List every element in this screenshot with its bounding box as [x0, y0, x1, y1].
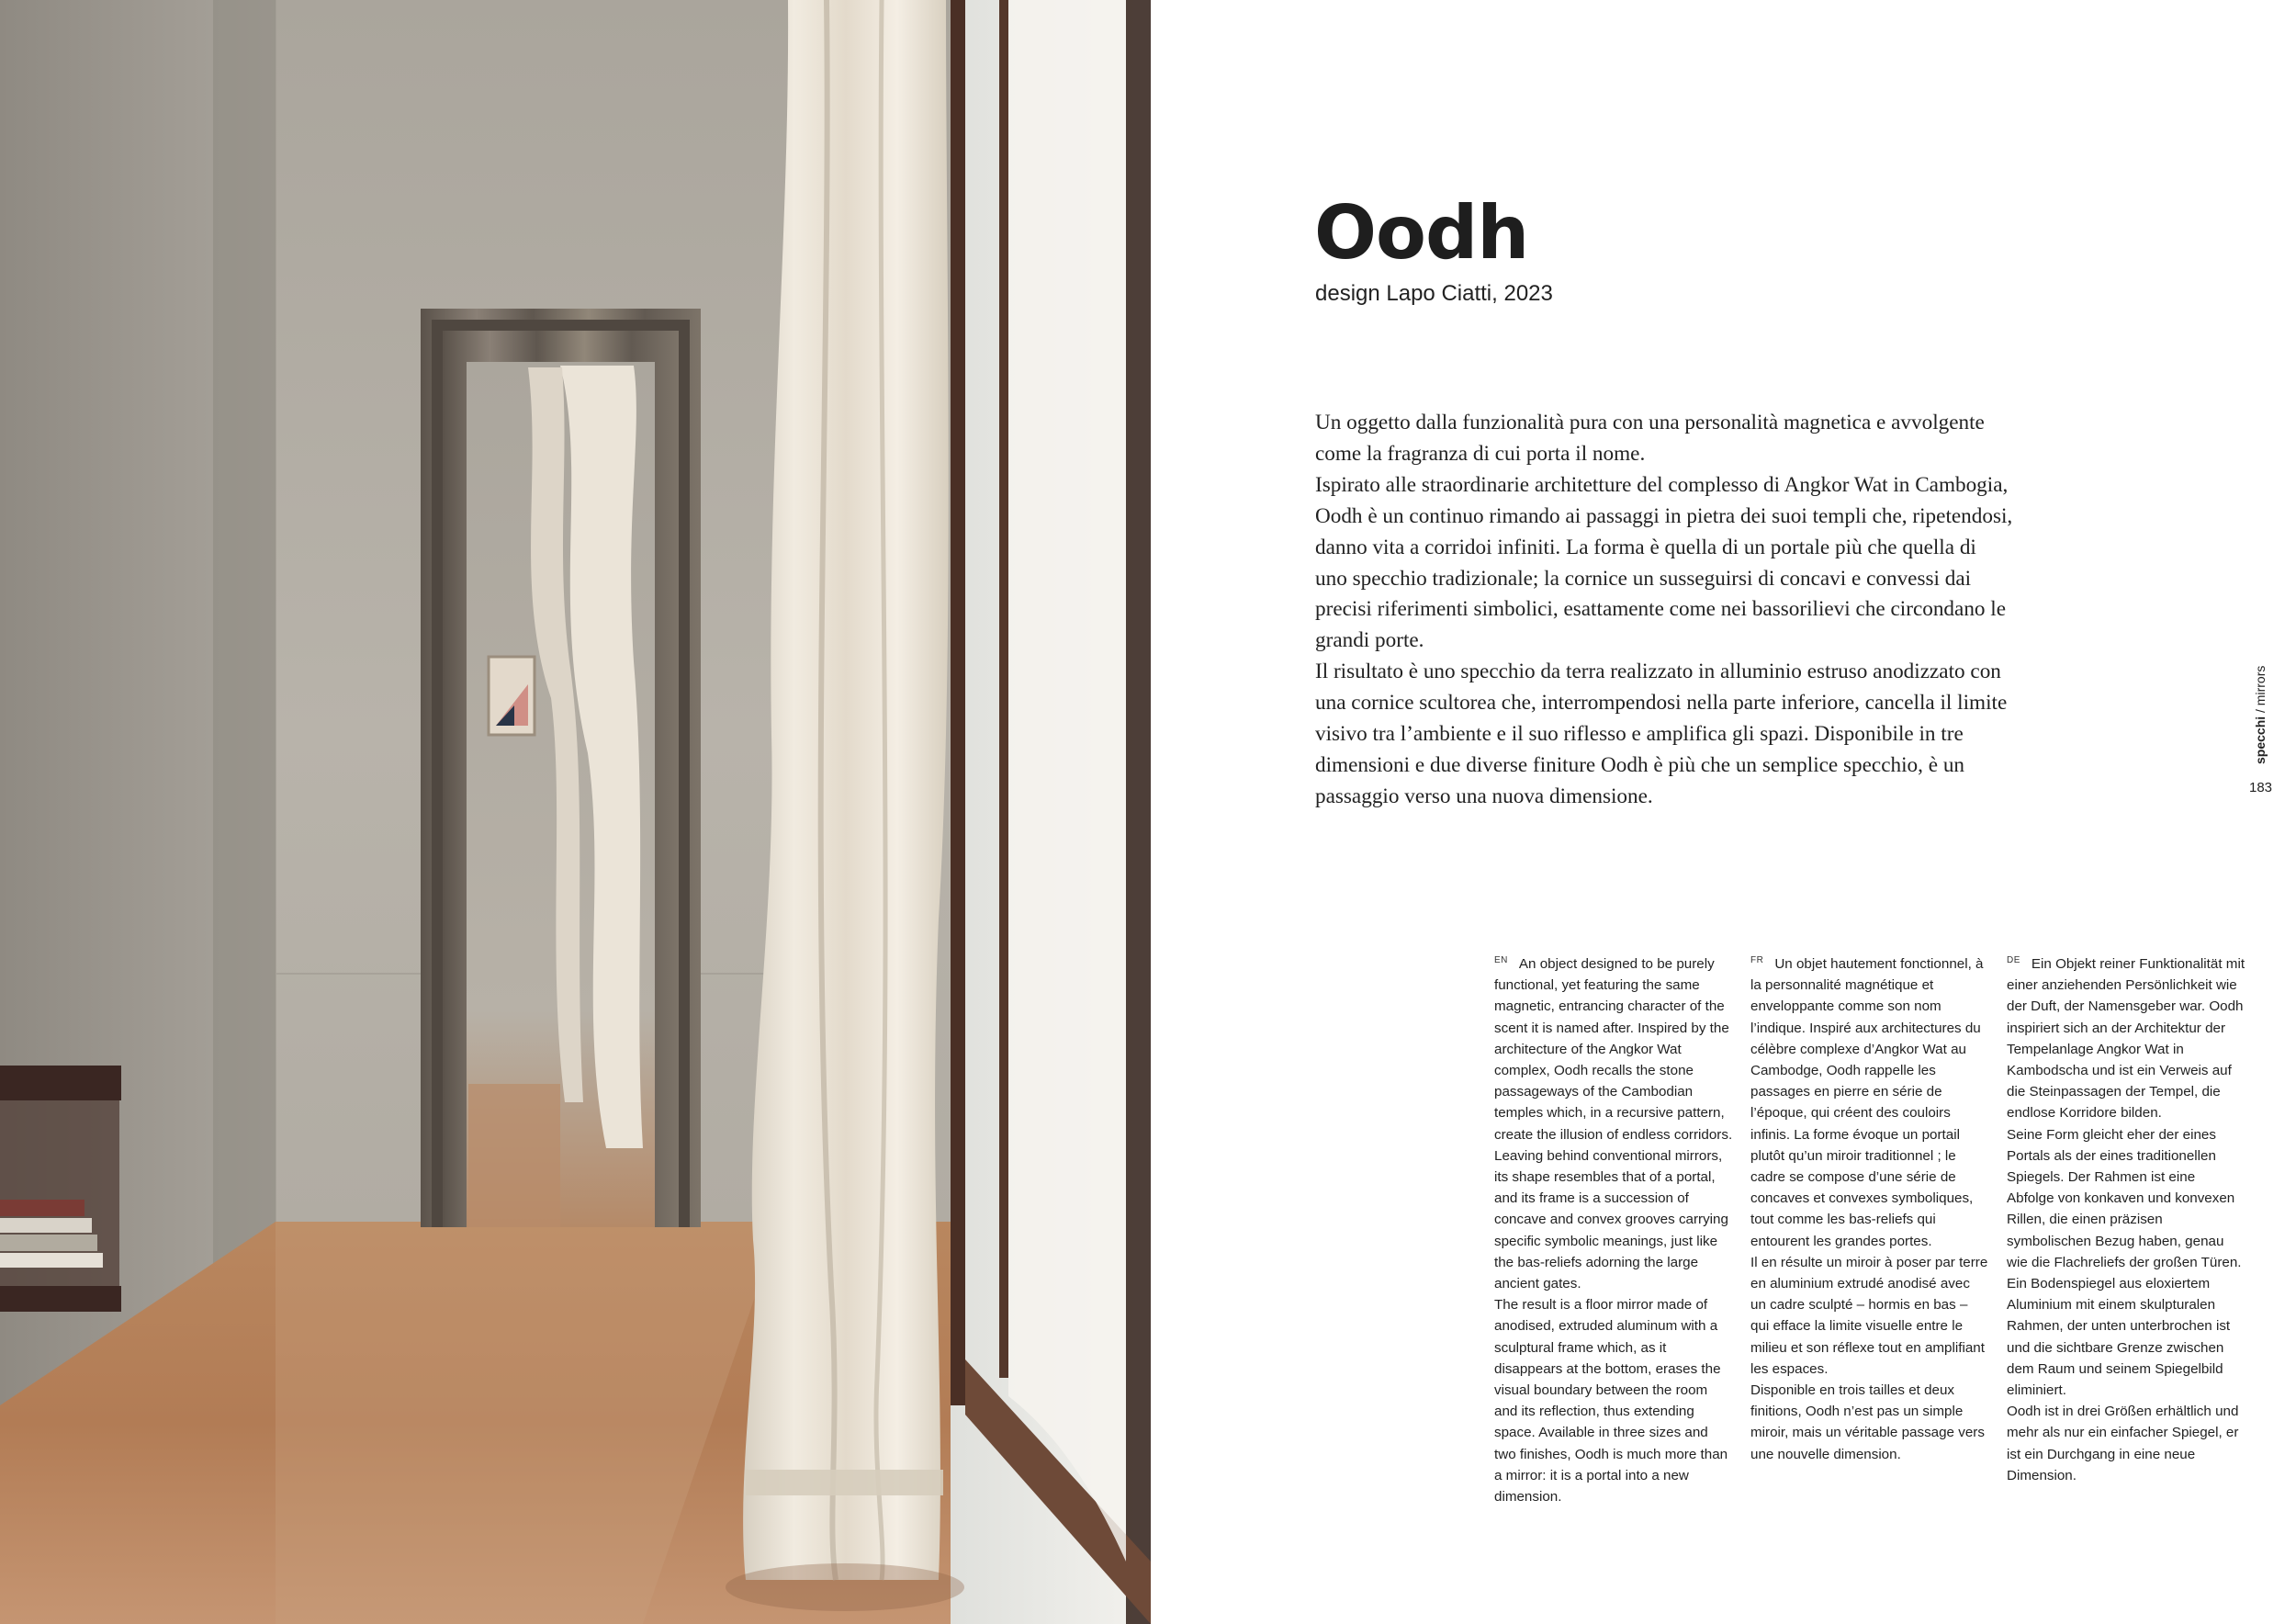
french-paragraph: Un objet hautement fonctionnel, à la personnalité magnétique et enveloppante comme son nom l’indique. Inspiré aux architectures du célèbre complexe d’Angkor Wat au Cambodge, Oodh rappelle les passages en pierre en série de l’époque, qui créent des couloirs infinis. La forme évoque un portail plutôt qu’un miroir traditionnel ; le cadre se compose d’une série de concaves et convexes symboliques, tout comme les bas-reliefs qui entourent les grandes portes.: [1750, 956, 1984, 1249]
section-label-secondary: mirrors: [2253, 665, 2268, 706]
section-label-primary: specchi: [2253, 716, 2268, 764]
product-title: Oodh: [1314, 190, 1529, 276]
intro-paragraph: Ispirato alle straordinarie architetture del complesso di Angkor Wat in Cambogia, Oodh è un continuo rimando ai passaggi in pietra dei suoi templi che, ripetendosi, danno vita a corridoi infiniti. La forma è quella di un portale più che quella di uno specchio tradizionale; la cornice un susseguirsi di concavi e convessi dai precisi riferimenti simbolici, esattamente come nei bassorilievi che circondano le grandi porte.: [1315, 472, 2013, 653]
french-column: [1750, 950, 1989, 1465]
intro-text: [1315, 408, 2013, 813]
oodh-mirror: [421, 309, 701, 1227]
intro-paragraph: Un oggetto dalla funzionalità pura con una personalità magnetica e avvolgente come la fragranza di cui porta il nome.: [1315, 411, 1985, 466]
product-subtitle: design Lapo Ciatti, 2023: [1315, 281, 1553, 306]
german-paragraph: Ein Bodenspiegel aus eloxiertem Aluminium mit einem skulpturalen Rahmen, der unten unterbrochen ist und die sichtbare Grenze zwischen dem Raum und seinem Spiegelbild eliminiert.: [2007, 1276, 2231, 1399]
french-paragraph: Il en résulte un miroir à poser par terre en aluminium extrudé anodisé avec un cadre sculpté – hormis en bas – qui efface la limite visuelle entre le milieu et son réflexe tout en amplifiant les espaces.: [1750, 1254, 1988, 1377]
german-paragraph: Seine Form gleicht eher der eines Portals als der eines traditionellen Spiegels. Der Rahmen ist eine Abfolge von konkaven und konvexen Rillen, die einen präzisen symbolischen Bezug haben, genau wie die Flachreliefs der großen Türen.: [2007, 1126, 2242, 1270]
english-paragraph: An object designed to be purely functional, yet featuring the same magnetic, entrancing character of the scent it is named after. Inspired by the architecture of the Angkor Wat complex, Oodh recalls the stone passageways of the Cambodian temples which, in a recursive pattern, create the illusion of endless corridors. Leaving behind conventional mirrors, its shape resembles that of a portal, and its frame is a succession of concave and convex grooves carrying specific symbolic meanings, just like the bas-reliefs adorning the large ancient gates.: [1494, 956, 1733, 1292]
section-label-separator: /: [2253, 709, 2268, 713]
german-column: [2007, 950, 2245, 1486]
language-tag-fr: FR: [1750, 955, 1764, 965]
language-tag-de: DE: [2007, 955, 2020, 965]
german-paragraph: Oodh ist in drei Größen erhältlich und mehr als nur ein einfacher Spiegel, er ist ein Durchgang in eine neue Dimension.: [2007, 1404, 2239, 1483]
wall-shelf: [0, 1066, 121, 1100]
books: [0, 1200, 84, 1216]
intro-paragraph: Il risultato è uno specchio da terra realizzato in alluminio estruso anodizzato con una cornice scultorea che, interrompendosi nella parte inferiore, cancella il limite visivo tra l’ambiente e il suo riflesso e amplifica gli spazi. Disponibile in tre dimensioni e due diverse finiture Oodh è più che un semplice specchio, è un passaggio verso una nuova dimensione.: [1315, 660, 2008, 808]
french-paragraph: Disponible en trois tailles et deux finitions, Oodh n’est pas un simple miroir, mais un véritable passage vers une nouvelle dimension.: [1750, 1382, 1985, 1462]
language-tag-en: EN: [1494, 955, 1508, 965]
page-number: 183: [2249, 780, 2273, 795]
english-column: [1494, 950, 1733, 1507]
sheer-curtain: [1008, 0, 1126, 1562]
english-paragraph: The result is a floor mirror made of anodised, extruded aluminum with a sculptural frame which, as it disappears at the bottom, erases the visual boundary between the room and its reflection, thus extending space. Available in three sizes and two finishes, Oodh is much more than a mirror: it is a portal into a new dimension.: [1494, 1297, 1728, 1506]
german-paragraph: Ein Objekt reiner Funktionalität mit einer anziehenden Persönlichkeit wie der Duft, der Namensgeber war. Oodh inspiriert sich an der Architektur der Tempelanlage Angkor Wat in Kambodscha und ist ein Verweis auf die Steinpassagen der Tempel, die endlose Korridore bilden.: [2007, 956, 2245, 1122]
section-label: [2250, 608, 2270, 764]
